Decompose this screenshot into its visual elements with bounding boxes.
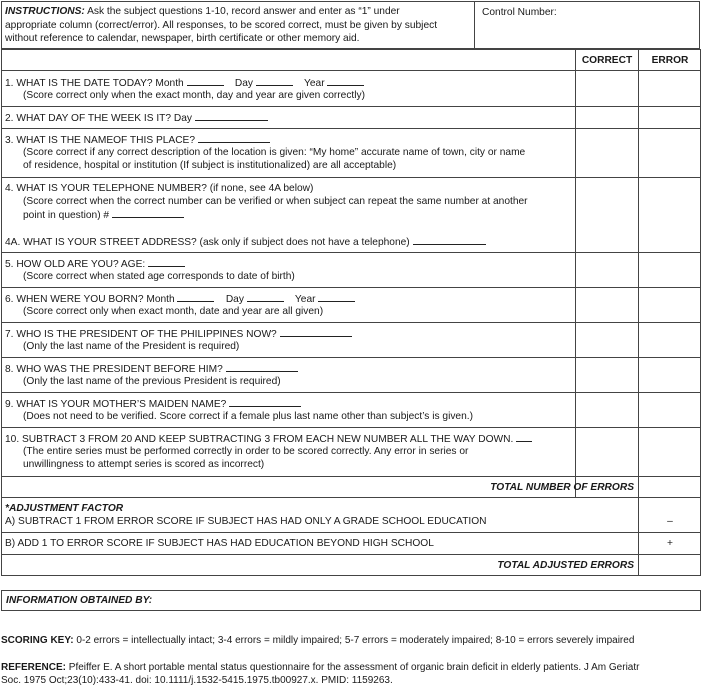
adjustment-a: A) SUBTRACT 1 FROM ERROR SCORE IF SUBJECT HAS HAD ONLY A GRADE SCHOOL EDUCATION [5,516,487,527]
answer-blank[interactable] [195,111,268,121]
question-2: 2. WHAT DAY OF THE WEEK IS IT? Day [5,111,268,125]
question-8-note: (Only the last name of the previous President is required) [23,376,281,387]
question-3-note: (Score correct if any correct description of the location is given: “My home” accurate name of town, city or name [23,147,526,158]
answer-blank[interactable] [226,362,298,372]
instructions-line-3: without reference to calendar, newspaper, birth certificate or other memory aid. [5,33,360,44]
answer-blank[interactable] [247,292,284,302]
question-4a: 4A. WHAT IS YOUR STREET ADDRESS? (ask only if subject does not have a telephone) [5,235,486,249]
total-errors-cell[interactable] [640,478,700,496]
answer-blank[interactable] [187,76,224,86]
instructions-line-2: appropriate column (correct/error). All responses, to be scored correct, must be given by subject [5,20,438,31]
answer-blank[interactable] [229,397,301,407]
row-divider [1,554,701,555]
question-6-note: (Score correct only when exact month, date and year are all given) [23,306,324,317]
row-divider [1,476,701,477]
reference-line-1: REFERENCE: Pfeiffer E. A short portable mental status questionnaire for the assessment of organic brain deficit in elderly patients. J Am Geriatr [1,662,640,673]
adjustment-a-mark: – [667,516,673,527]
column-divider-correct [575,49,576,497]
adjustment-b: B) ADD 1 TO ERROR SCORE IF SUBJECT HAS HAD EDUCATION BEYOND HIGH SCHOOL [5,538,434,549]
adjustment-b-mark: + [667,538,673,549]
question-6: 6. WHEN WERE YOU BORN? Month Day Year [5,292,355,306]
question-1: 1. WHAT IS THE DATE TODAY? Month Day Year [5,76,364,90]
row-divider [1,70,701,71]
row-divider [1,287,701,288]
reference-line-2: Soc. 1975 Oct;23(10):433-41. doi: 10.1111/j.1532-5415.1975.tb00927.x. PMID: 1159263. [1,675,393,686]
row-divider [1,252,701,253]
answer-blank[interactable] [516,432,532,442]
column-header-correct: CORRECT [581,55,633,66]
row-divider [1,427,701,428]
question-4-note: point in question) # [23,208,184,222]
question-9: 9. WHAT IS YOUR MOTHER’S MAIDEN NAME? [5,397,301,411]
correct-cell[interactable] [577,72,637,105]
question-3: 3. WHAT IS THE NAMEOF THIS PLACE? [5,133,270,147]
adjustment-title: *ADJUSTMENT FACTOR [5,503,124,514]
question-10-note: unwillingness to attempt series is scored as incorrect) [23,459,265,470]
question-3-note: of residence, hospital or institution (If subject is institutionalized) are all acceptable) [23,160,397,171]
information-obtained-field[interactable] [160,592,696,609]
answer-blank[interactable] [198,133,270,143]
row-divider [1,357,701,358]
instructions-line-1: INSTRUCTIONS: Ask the subject questions 1-10, record answer and enter as “1” under [5,6,400,17]
total-errors-label: TOTAL NUMBER OF ERRORS [490,482,634,493]
column-header-error: ERROR [651,55,689,66]
question-5-note: (Score correct when stated age corresponds to date of birth) [23,271,295,282]
total-adjusted-cell[interactable] [640,556,700,575]
total-adjusted-label: TOTAL ADJUSTED ERRORS [497,560,634,571]
row-divider [1,497,701,498]
answer-blank[interactable] [318,292,355,302]
information-obtained-label: INFORMATION OBTAINED BY: [6,595,153,606]
question-7-note: (Only the last name of the President is required) [23,341,240,352]
control-number-label: Control Number: [482,7,557,18]
scoring-key: SCORING KEY: 0-2 errors = intellectually intact; 3-4 errors = mildly impaired; 5-7 errors = moderately impaired; 8-10 = errors severely impaired [1,635,635,646]
answer-blank[interactable] [177,292,214,302]
row-divider [1,177,701,178]
question-4: 4. WHAT IS YOUR TELEPHONE NUMBER? (if none, see 4A below) [5,183,314,194]
answer-blank[interactable] [280,327,352,337]
row-divider [1,106,701,107]
question-8: 8. WHO WAS THE PRESIDENT BEFORE HIM? [5,362,298,376]
row-divider [1,128,701,129]
answer-blank[interactable] [148,257,185,267]
question-4-note: (Score correct when the correct number can be verified or when subject can repeat the same number at another [23,196,528,207]
question-1-note: (Score correct only when the exact month, day and year are given correctly) [23,90,366,101]
question-7: 7. WHO IS THE PRESIDENT OF THE PHILIPPINES NOW? [5,327,352,341]
question-9-note: (Does not need to be verified. Score correct if a female plus last name other than subject’s is given.) [23,411,473,422]
control-number-field[interactable] [580,3,696,45]
question-5: 5. HOW OLD ARE YOU? AGE: [5,257,185,271]
error-cell[interactable] [640,72,700,105]
row-divider [1,392,701,393]
question-10-note: (The entire series must be performed correctly in order to be scored correctly. Any error in series or [23,446,469,457]
answer-blank[interactable] [112,208,184,218]
row-divider [1,532,701,533]
row-divider [1,322,701,323]
question-10: 10. SUBTRACT 3 FROM 20 AND KEEP SUBTRACTING 3 FROM EACH NEW NUMBER ALL THE WAY DOWN. [5,432,532,446]
answer-blank[interactable] [413,235,486,245]
answer-blank[interactable] [256,76,293,86]
answer-blank[interactable] [327,76,364,86]
